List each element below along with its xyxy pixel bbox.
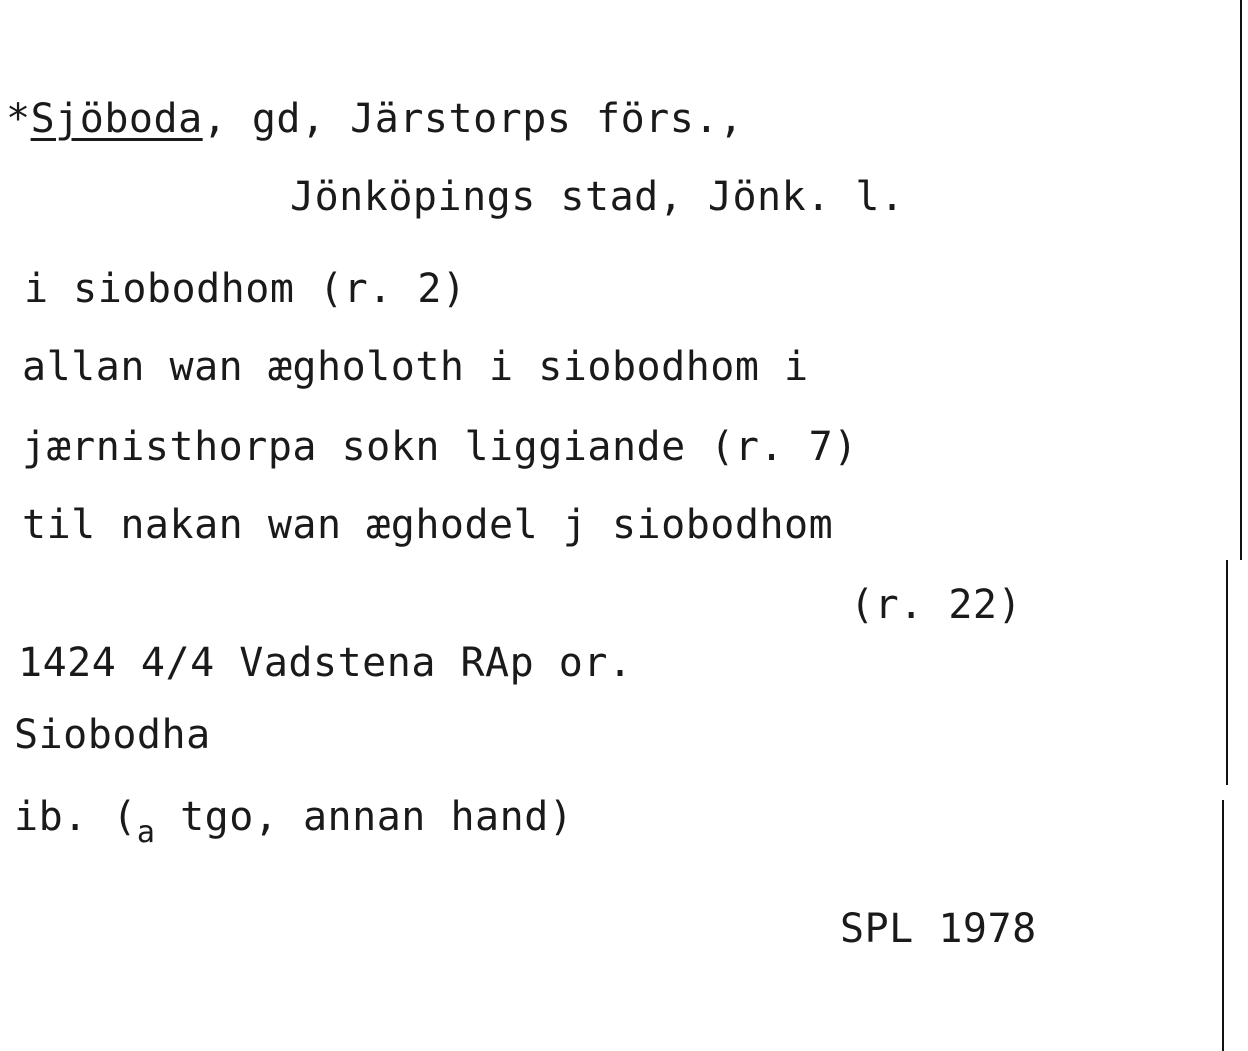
citation-line-4: til nakan wan æghodel j siobodhom	[22, 502, 834, 548]
citation-line-2: allan wan ægholoth i siobodhom i	[22, 344, 809, 390]
place-name: Sjöboda	[30, 96, 203, 142]
ib-prefix: ib. (	[14, 794, 137, 840]
citation-line-5: (r. 22)	[850, 582, 1023, 628]
place-description: , gd, Järstorps förs.,	[202, 96, 744, 142]
entry-heading	[6, 96, 743, 142]
asterisk-mark: *	[6, 96, 31, 142]
ib-subscript: a	[136, 815, 156, 850]
card-right-edge-lower	[1222, 800, 1224, 1051]
source-reference: 1424 4/4 Vadstena RAp or.	[18, 640, 633, 686]
citation-line-1: i siobodhom (r. 2)	[24, 266, 467, 312]
form-variant: Siobodha	[14, 712, 211, 758]
signature: SPL 1978	[840, 906, 1037, 952]
ib-note	[14, 794, 574, 850]
card-right-edge-middle	[1226, 560, 1228, 785]
citation-line-3: jærnisthorpa sokn liggiande (r. 7)	[22, 424, 858, 470]
card-right-edge-upper	[1240, 0, 1242, 560]
entry-location: Jönköpings stad, Jönk. l.	[290, 174, 905, 220]
ib-suffix: tgo, annan hand)	[155, 794, 574, 840]
